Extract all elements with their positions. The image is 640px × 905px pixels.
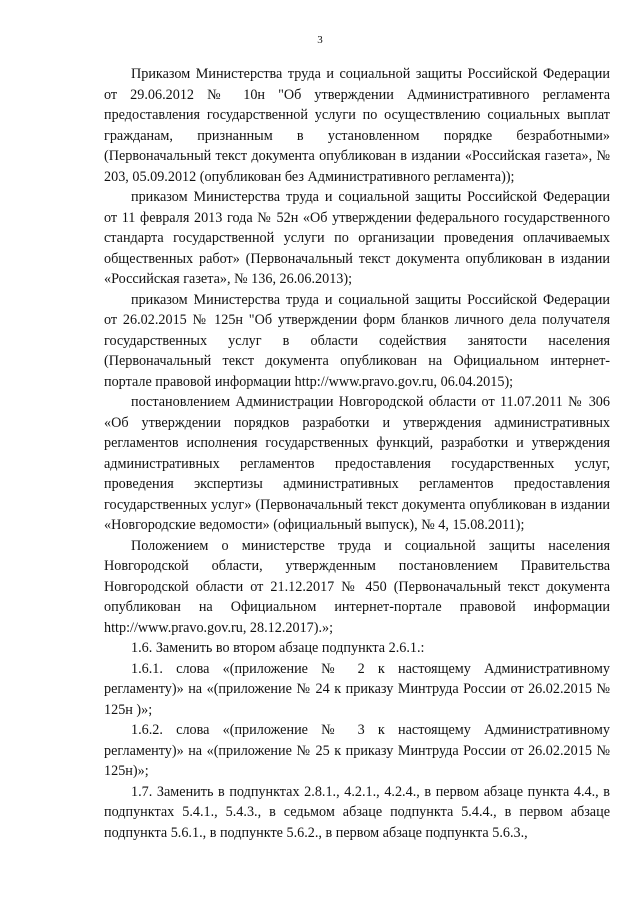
paragraph-item-1-7: 1.7. Заменить в подпунктах 2.8.1., 4.2.1., 4.2.4., в первом абзаце пункта 4.4., в подпунктах 5.4.1., 5.4.3., в седьмом абзаце подпункта 5.4.4., в первом абзаце подпункта 5.6.1., в подпункте 5.6.2., в первом абзаце подпункта 5.6.3., xyxy=(104,783,610,841)
document-body xyxy=(104,64,610,843)
paragraph-order-26-02-2015: приказом Министерства труда и социальной защиты Российской Федерации от 26.02.2015 № 125н "Об утверждении форм бланков личного дела получателя государственных услуг в области содействия занятости населения (Первоначальный текст документа опубликован на Официальном интернет-портале правовой информации http://www.pravo.gov.ru, 06.04.2015); xyxy=(104,291,610,390)
paragraph-order-11-02-2013: приказом Министерства труда и социальной защиты Российской Федерации от 11 февраля 2013 года № 52н «Об утверждении федерального государственного стандарта государственной услуги по организации проведения оплачиваемых общественных работ» (Первоначальный текст документа опубликован в издании «Российская газета», № 136, 26.06.2013); xyxy=(104,189,610,287)
paragraph-item-1-6-2: 1.6.2. слова «(приложение № 3 к настоящему Административному регламенту)» на «(приложение № 25 к приказу Минтруда России от 26.02.2015 № 125н)»; xyxy=(104,722,610,779)
page-number: 3 xyxy=(317,34,323,46)
paragraph-item-1-6: 1.6. Заменить во втором абзаце подпункта 2.6.1.: xyxy=(131,640,425,656)
paragraph-resolution-11-07-2011: постановлением Администрации Новгородской области от 11.07.2011 № 306 «Об утверждении порядков разработки и утверждения административных регламентов исполнения государственных функций, разработки и утверждения административных регламентов предоставления государственных услуг, проведения экспертизы административных регламентов предоставления государственных услуг» (Первоначальный текст документа опубликован в издании «Новгородские ведомости» (официальный выпуск), № 4, 15.08.2011); xyxy=(104,394,610,533)
paragraph-item-1-6-1: 1.6.1. слова «(приложение № 2 к настоящему Административному регламенту)» на «(приложение № 24 к приказу Минтруда России от 26.02.2015 № 125н )»; xyxy=(104,660,610,718)
paragraph-regulation-ministry: Положением о министерстве труда и социальной защиты населения Новгородской области, утвержденным постановлением Правительства Новгородской области от 21.12.2017 № 450 (Первоначальный текст документа опубликован на Официальном интернет-портале правовой информации http://www.pravo.gov.ru, 28.12.2017).»; xyxy=(104,537,610,636)
paragraph-order-29-06-2012: Приказом Министерства труда и социальной защиты Российской Федерации от 29.06.2012 № 10н "Об утверждении Административного регламента предоставления государственной услуги по осуществлению социальных выплат гражданам, признанным в установленном порядке безработными» (Первоначальный текст документа опубликован в издании «Российская газета», № 203, 05.09.2012 (опубликован без Административного регламента)); xyxy=(104,66,610,185)
